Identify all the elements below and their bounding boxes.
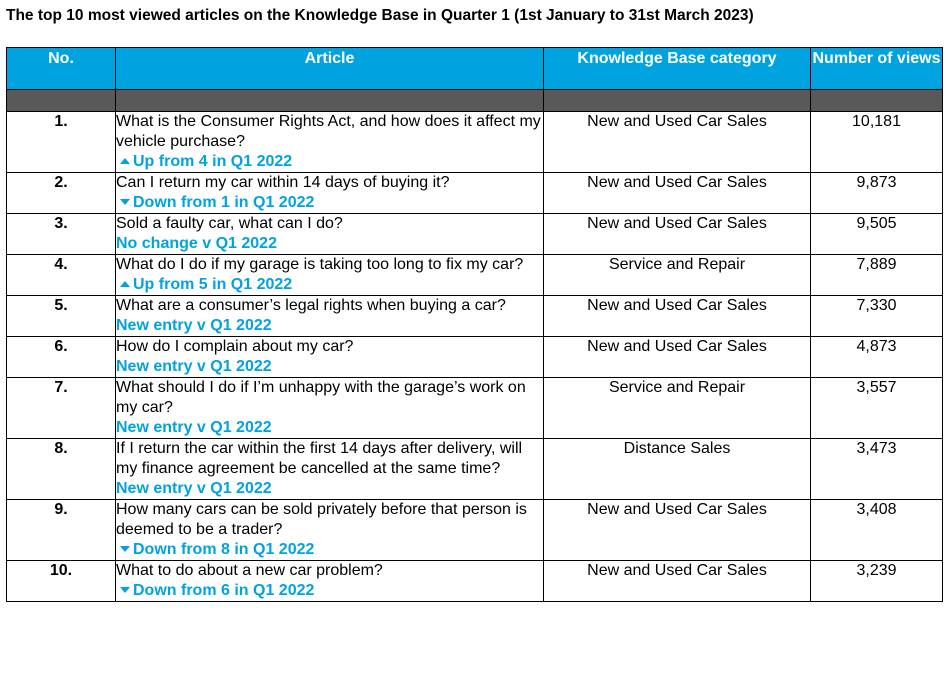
rank-cell: 10. [7,561,116,602]
trend-label: No change v Q1 2022 [116,235,277,252]
category-cell: New and Used Car Sales [544,561,811,602]
views-cell: 3,557 [811,378,943,439]
header-no: No. [7,48,116,90]
rank-cell: 8. [7,439,116,500]
trend-indicator [116,357,543,377]
rank-cell: 4. [7,255,116,296]
spacer-cell [544,90,811,112]
header-category: Knowledge Base category [544,48,811,90]
category-cell: New and Used Car Sales [544,173,811,214]
table-row [7,112,943,173]
table-row [7,296,943,337]
trend-label: Down from 8 in Q1 2022 [133,541,315,558]
trend-indicator [116,275,543,295]
article-cell [116,500,544,561]
article-title: Can I return my car within 14 days of buying it? [116,174,450,191]
down-arrow-icon [120,546,130,552]
trend-indicator [116,418,543,438]
rank-cell: 3. [7,214,116,255]
article-title: How many cars can be sold privately before that person is deemed to be a trader? [116,501,527,538]
table-row [7,500,943,561]
table-row [7,337,943,378]
views-cell: 9,505 [811,214,943,255]
table-row [7,378,943,439]
article-title: How do I complain about my car? [116,338,354,355]
down-arrow-icon [120,587,130,593]
top-articles-table [6,47,943,602]
rank-cell: 1. [7,112,116,173]
article-cell [116,378,544,439]
views-cell: 7,330 [811,296,943,337]
article-cell [116,255,544,296]
rank-cell: 9. [7,500,116,561]
rank-cell: 7. [7,378,116,439]
views-cell: 3,473 [811,439,943,500]
category-cell: New and Used Car Sales [544,214,811,255]
table-row [7,561,943,602]
article-title: Sold a faulty car, what can I do? [116,215,343,232]
category-cell: New and Used Car Sales [544,337,811,378]
category-cell: New and Used Car Sales [544,296,811,337]
views-cell: 4,873 [811,337,943,378]
article-title: What to do about a new car problem? [116,562,383,579]
category-cell: Service and Repair [544,255,811,296]
article-cell [116,439,544,500]
article-title: What are a consumer’s legal rights when buying a car? [116,297,506,314]
article-title: If I return the car within the first 14 days after delivery, will my finance agreement be cancelled at the same time? [116,440,523,477]
category-cell: Service and Repair [544,378,811,439]
article-cell [116,296,544,337]
trend-label: Up from 5 in Q1 2022 [133,276,293,293]
category-cell: New and Used Car Sales [544,500,811,561]
rank-cell: 6. [7,337,116,378]
table-row [7,255,943,296]
views-cell: 3,408 [811,500,943,561]
spacer-cell [7,90,116,112]
trend-label: New entry v Q1 2022 [116,419,272,436]
category-cell: New and Used Car Sales [544,112,811,173]
views-cell: 10,181 [811,112,943,173]
trend-label: Down from 1 in Q1 2022 [133,194,315,211]
up-arrow-icon [120,281,130,287]
table-row [7,173,943,214]
category-cell: Distance Sales [544,439,811,500]
trend-label: Down from 6 in Q1 2022 [133,582,315,599]
header-spacer-row [7,90,943,112]
article-cell [116,561,544,602]
trend-label: New entry v Q1 2022 [116,480,272,497]
article-title: What is the Consumer Rights Act, and how does it affect my vehicle purchase? [116,113,541,150]
trend-indicator [116,581,543,601]
down-arrow-icon [120,199,130,205]
trend-indicator [116,540,543,560]
table-row [7,439,943,500]
article-cell [116,173,544,214]
views-cell: 7,889 [811,255,943,296]
spacer-cell [811,90,943,112]
trend-indicator [116,193,543,213]
rank-cell: 5. [7,296,116,337]
trend-label: New entry v Q1 2022 [116,358,272,375]
up-arrow-icon [120,158,130,164]
spacer-cell [116,90,544,112]
header-article: Article [116,48,544,90]
trend-indicator [116,316,543,336]
views-cell: 9,873 [811,173,943,214]
trend-indicator [116,152,543,172]
trend-indicator [116,479,543,499]
article-cell [116,337,544,378]
table-header-row [7,48,943,90]
article-title: What should I do if I’m unhappy with the garage’s work on my car? [116,379,526,416]
trend-label: New entry v Q1 2022 [116,317,272,334]
table-row [7,214,943,255]
rank-cell: 2. [7,173,116,214]
trend-label: Up from 4 in Q1 2022 [133,153,293,170]
views-cell: 3,239 [811,561,943,602]
trend-indicator [116,234,543,254]
article-cell [116,214,544,255]
page-title: The top 10 most viewed articles on the Knowledge Base in Quarter 1 (1st January to 31st March 2023) [6,7,754,24]
header-views: Number of views [811,48,943,90]
article-cell [116,112,544,173]
article-title: What do I do if my garage is taking too long to fix my car? [116,256,524,273]
